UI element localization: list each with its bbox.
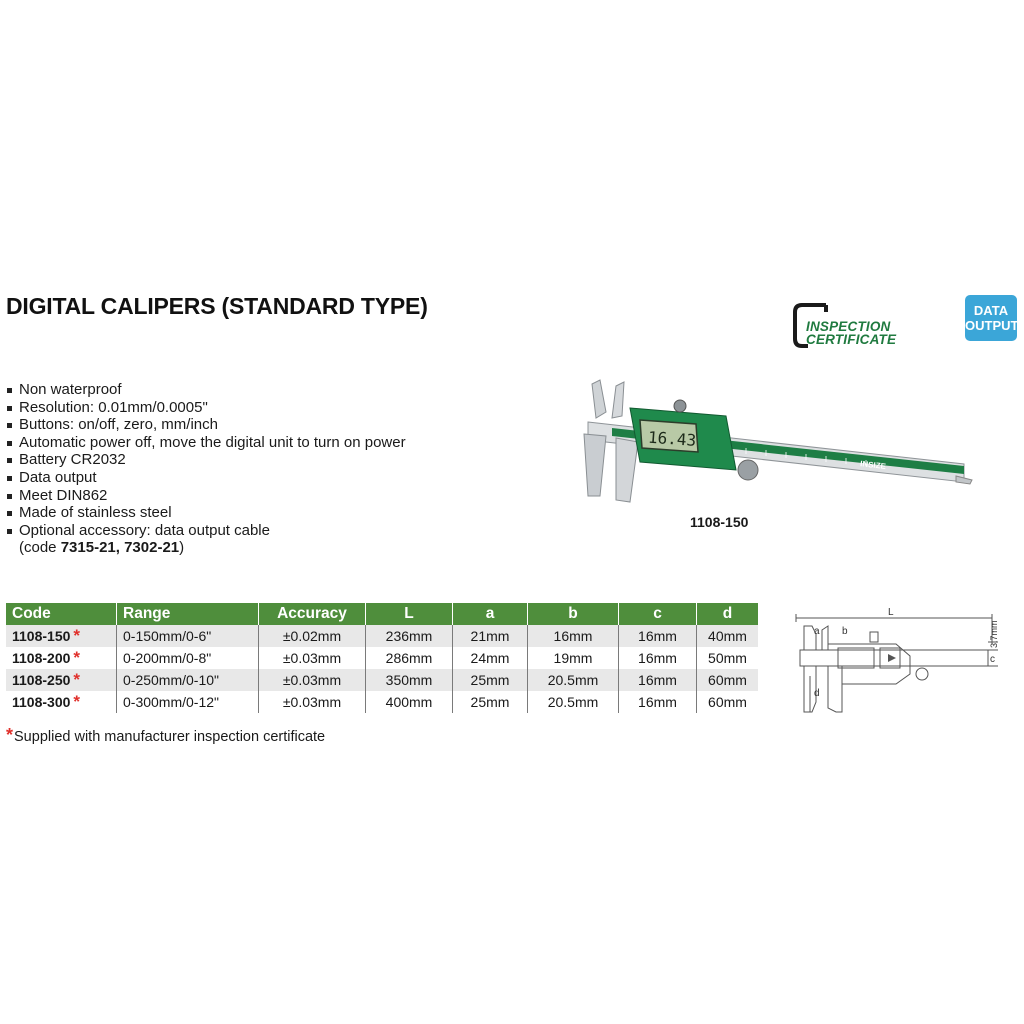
certificate-marker: * bbox=[73, 626, 81, 645]
accuracy-cell: ±0.03mm bbox=[259, 647, 366, 669]
code-value: 1108-250 bbox=[12, 672, 71, 688]
feature-item: Meet DIN862 bbox=[6, 487, 406, 505]
feature-item: Buttons: on/off, zero, mm/inch bbox=[6, 416, 406, 434]
a-cell: 24mm bbox=[453, 647, 528, 669]
diagram-label-a: a bbox=[814, 626, 820, 637]
column-header: Range bbox=[117, 603, 259, 625]
column-header: d bbox=[697, 603, 759, 625]
range-cell: 0-250mm/0-10" bbox=[117, 669, 259, 691]
footnote-marker: * bbox=[6, 725, 14, 745]
column-header: a bbox=[453, 603, 528, 625]
feature-item: Optional accessory: data output cable bbox=[6, 522, 406, 540]
dimension-diagram bbox=[792, 604, 1000, 716]
certificate-marker: * bbox=[73, 670, 81, 689]
d-cell: 50mm bbox=[697, 647, 759, 669]
image-caption: 1108-150 bbox=[690, 514, 749, 530]
feature-item: Resolution: 0.01mm/0.0005" bbox=[6, 399, 406, 417]
range-cell: 0-150mm/0-6" bbox=[117, 625, 259, 647]
c-cell: 16mm bbox=[619, 625, 697, 647]
l-cell: 400mm bbox=[366, 691, 453, 713]
code-prefix: (code bbox=[19, 539, 61, 557]
certificate-marker: * bbox=[73, 648, 81, 667]
code-value: 1108-200 bbox=[12, 650, 71, 666]
inspection-label: INSPECTION bbox=[806, 319, 891, 334]
c-cell: 16mm bbox=[619, 691, 697, 713]
column-header: L bbox=[366, 603, 453, 625]
accuracy-cell: ±0.02mm bbox=[259, 625, 366, 647]
feature-list bbox=[6, 381, 406, 557]
accessory-code-line bbox=[6, 539, 406, 557]
diagram-label-b: b bbox=[842, 626, 848, 637]
column-header: c bbox=[619, 603, 697, 625]
code-suffix: ) bbox=[179, 539, 185, 557]
range-cell: 0-300mm/0-12" bbox=[117, 691, 259, 713]
code-cell bbox=[6, 625, 117, 647]
d-cell: 60mm bbox=[697, 669, 759, 691]
b-cell: 20.5mm bbox=[528, 669, 619, 691]
c-cell: 16mm bbox=[619, 669, 697, 691]
data-output-line2: OUTPUT bbox=[965, 318, 1019, 333]
table-row bbox=[6, 625, 758, 647]
b-cell: 20.5mm bbox=[528, 691, 619, 713]
accuracy-cell: ±0.03mm bbox=[259, 669, 366, 691]
inspection-certificate-badge bbox=[792, 302, 932, 348]
feature-item: Data output bbox=[6, 469, 406, 487]
d-cell: 60mm bbox=[697, 691, 759, 713]
column-header: Code bbox=[6, 603, 117, 625]
d-cell: 40mm bbox=[697, 625, 759, 647]
a-cell: 25mm bbox=[453, 669, 528, 691]
footnote bbox=[6, 725, 325, 746]
l-cell: 236mm bbox=[366, 625, 453, 647]
feature-item: Automatic power off, move the digital unit to turn on power bbox=[6, 434, 406, 452]
feature-item: Battery CR2032 bbox=[6, 451, 406, 469]
a-cell: 21mm bbox=[453, 625, 528, 647]
l-cell: 286mm bbox=[366, 647, 453, 669]
feature-item: Non waterproof bbox=[6, 381, 406, 399]
range-cell: 0-200mm/0-8" bbox=[117, 647, 259, 669]
table-row bbox=[6, 647, 758, 669]
table-header-row bbox=[6, 603, 758, 625]
diagram-label-d: d bbox=[814, 688, 820, 699]
footnote-text: Supplied with manufacturer inspection certificate bbox=[14, 729, 326, 745]
code-cell bbox=[6, 647, 117, 669]
feature-item: Made of stainless steel bbox=[6, 504, 406, 522]
c-cell: 16mm bbox=[619, 647, 697, 669]
brand-logo: INSIZE bbox=[859, 459, 887, 472]
diagram-label-l: L bbox=[888, 607, 894, 618]
spec-table bbox=[6, 603, 758, 713]
certificate-marker: * bbox=[73, 692, 81, 711]
diagram-label-thickness: 3.7mm bbox=[989, 620, 999, 648]
code-value: 1108-150 bbox=[12, 628, 71, 644]
data-output-line1: DATA bbox=[973, 303, 1009, 318]
accessory-codes: 7315-21, 7302-21 bbox=[60, 539, 180, 557]
diagram-label-c: c bbox=[990, 654, 995, 665]
certificate-label: CERTIFICATE bbox=[806, 332, 897, 347]
l-cell: 350mm bbox=[366, 669, 453, 691]
table-row bbox=[6, 669, 758, 691]
code-cell bbox=[6, 691, 117, 713]
column-header: b bbox=[528, 603, 619, 625]
accuracy-cell: ±0.03mm bbox=[259, 691, 366, 713]
column-header: Accuracy bbox=[259, 603, 366, 625]
b-cell: 16mm bbox=[528, 625, 619, 647]
caliper-image bbox=[576, 378, 976, 510]
data-output-badge bbox=[965, 295, 1017, 341]
page-title: DIGITAL CALIPERS (STANDARD TYPE) bbox=[6, 293, 428, 319]
table-row bbox=[6, 691, 758, 713]
b-cell: 19mm bbox=[528, 647, 619, 669]
code-value: 1108-300 bbox=[12, 694, 71, 710]
code-cell bbox=[6, 669, 117, 691]
a-cell: 25mm bbox=[453, 691, 528, 713]
caliper-display-value: 16.43 bbox=[647, 427, 697, 450]
